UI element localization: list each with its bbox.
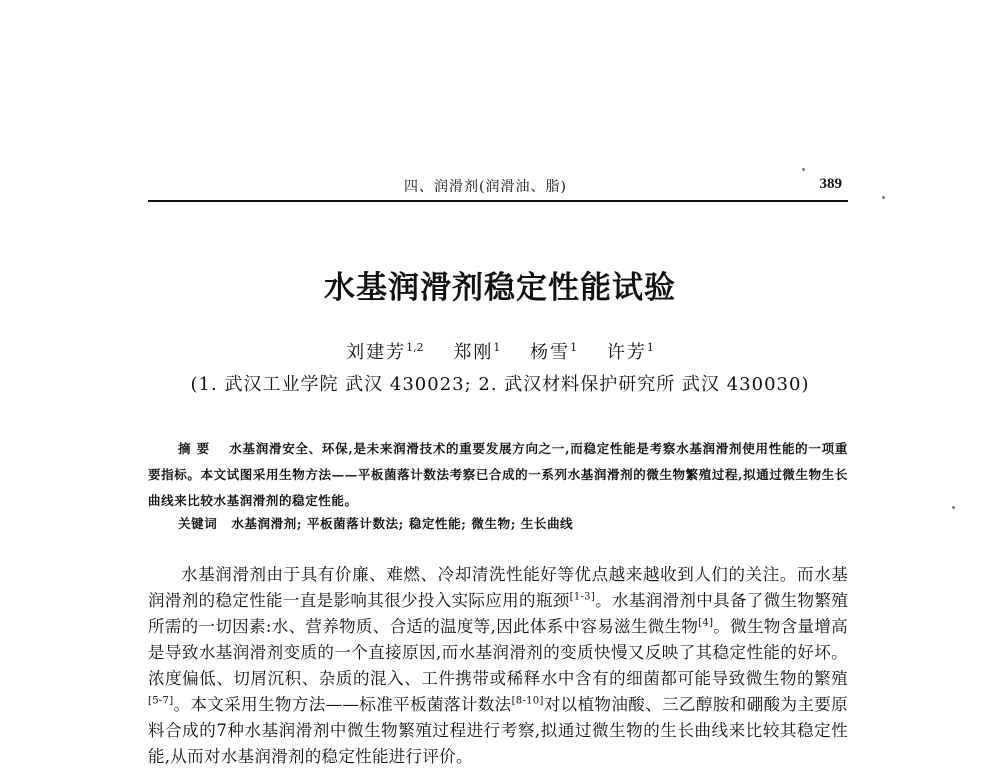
author-name: 刘建芳 [346, 342, 407, 363]
page-number: 389 [819, 176, 842, 192]
scan-speck [802, 168, 805, 171]
section-title: 四、润滑剂(润滑油、脂) [404, 179, 567, 195]
body-text-segment: 。微生物含量增高是导致水基润滑剂变质的一个直接原因,而水基润滑剂的变质快慢又反映了其稳定性能的好坏。浓度偏低、切屑沉积、杂质的混入、工件携带或稀释水中含有的细菌都可能导致微生物的繁殖 [148, 617, 848, 688]
affiliation: (1. 武汉工业学院 武汉 430023; 2. 武汉材料保护研究所 武汉 430030) [190, 374, 810, 395]
abstract-label: 摘要 [178, 441, 216, 456]
citation: [4] [698, 617, 714, 629]
body-text-segment: 水基润滑剂由于具有价廉、难燃、冷却清洗性能好等优点越来越收到人们的关注。而水基润滑剂的稳定性能一直是影响其很少投入实际应用的瓶颈 [148, 565, 848, 610]
author-affiliation-mark: 1 [646, 341, 654, 354]
abstract-text: 水基润滑安全、环保,是未来润滑技术的重要发展方向之一,而稳定性能是考察水基润滑剂使用性能的一项重要指标。本文试图采用生物方法——平板菌落计数法考察已合成的一系列水基润滑剂的微生物繁殖过程,拟通过微生物生长曲线来比较水基润滑剂的稳定性能。 [148, 441, 848, 508]
keywords [178, 514, 848, 532]
paper-title: 水基润滑剂稳定性能试验 [324, 270, 676, 306]
body-paragraph [148, 562, 848, 770]
header-rule [148, 200, 848, 202]
body-text-segment: 。本文采用生物方法——标准平板菌落计数法 [173, 695, 512, 714]
author-name: 许芳 [606, 342, 647, 363]
abstract [148, 436, 848, 514]
author-affiliation-mark: 1 [570, 341, 578, 354]
author-list [0, 338, 1000, 364]
keywords-label: 关键词 [178, 516, 218, 531]
body-text-segment: 。水基润滑剂中具备了微生物繁殖所需的一切因素:水、营养物质、合适的温度等,因此体系中容易滋生微生物 [148, 591, 849, 636]
author-affiliation-mark: 1 [493, 341, 501, 354]
citation: [8-10] [511, 695, 544, 707]
citation: [1-3] [569, 591, 596, 603]
keywords-text: 水基润滑剂; 平板菌落计数法; 稳定性能; 微生物; 生长曲线 [231, 516, 574, 531]
scan-speck [882, 196, 885, 199]
author-affiliation-mark: 1,2 [406, 341, 424, 354]
scan-speck [952, 506, 955, 509]
citation: [5-7] [148, 695, 174, 707]
body-text-segment: 对以植物油酸、三乙醇胺和硼酸为主要原料合成的7种水基润滑剂中微生物繁殖过程进行考察,拟通过微生物的生长曲线来比较其稳定性能,从而对水基润滑剂的稳定性能进行评价。 [148, 695, 849, 766]
author-name: 郑刚 [453, 342, 494, 363]
author-name: 杨雪 [530, 342, 571, 363]
